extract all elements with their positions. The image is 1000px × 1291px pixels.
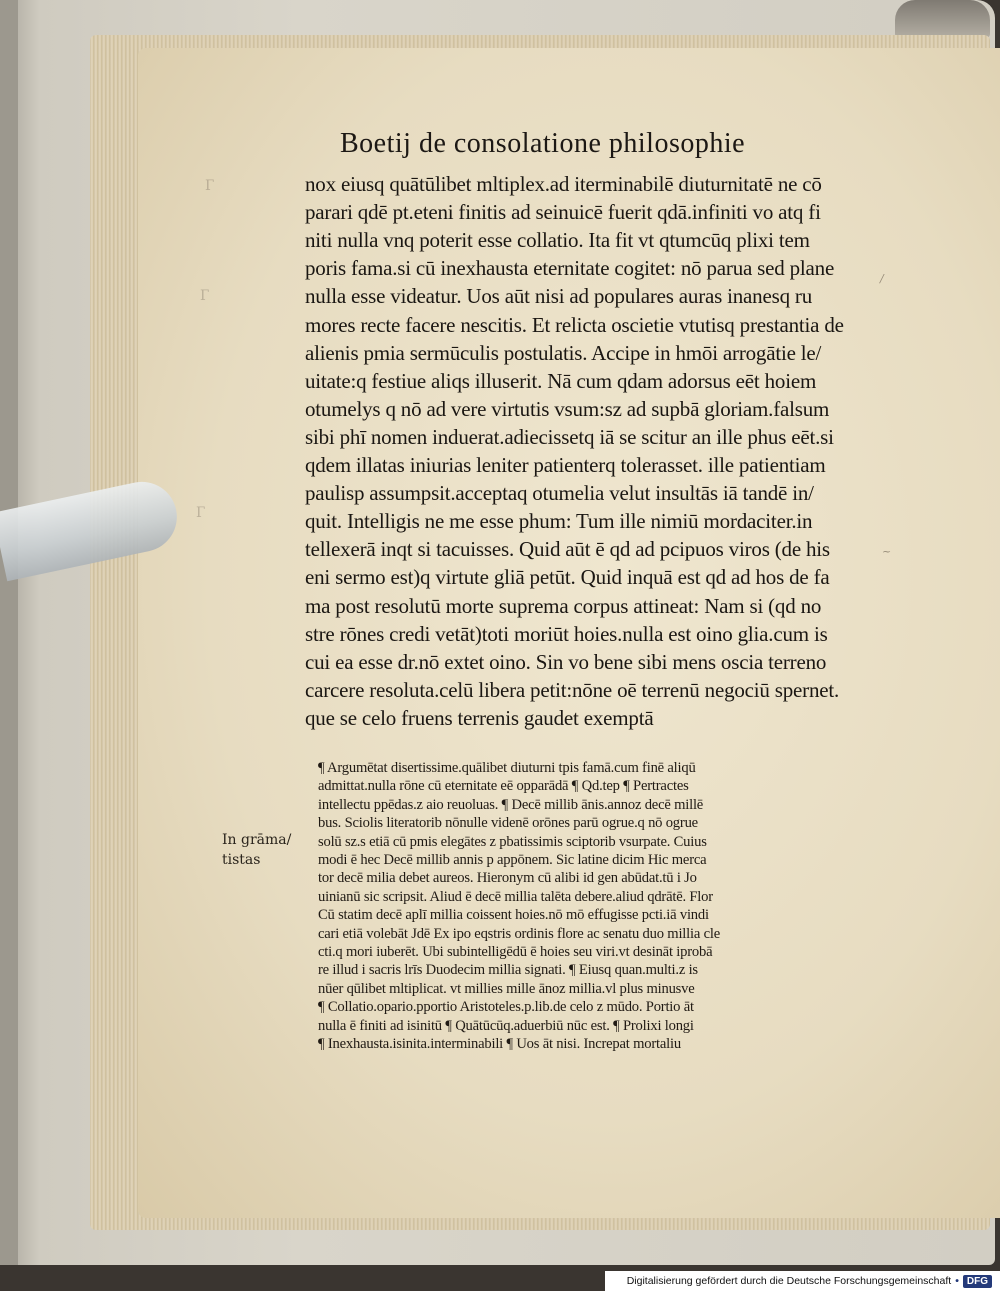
main-text-line: tellexerā inqt si tacuisses. Quid aūt ē qd ad pcipuos viros (de his bbox=[305, 537, 830, 562]
main-text-line: parari qdē pt.eteni finitis ad seinuicē fuerit qdā.infiniti vo atq fi bbox=[305, 200, 821, 225]
main-text-line: nulla esse videatur. Uos aūt nisi ad populares auras inanesq ru bbox=[305, 284, 813, 309]
main-text-line: eni sermo est)q virtute gliā petūt. Quid inquā est qd ad hos de fa bbox=[305, 565, 830, 590]
commentary-line: ¶ Collatio.opario.pportio Aristoteles.p.lib.de celo z mūdo. Portio āt bbox=[318, 999, 694, 1016]
main-text-line: poris fama.si cū inexhausta eternitate cogitet: nō parua sed plane bbox=[305, 256, 835, 281]
commentary-line: nūer qūlibet mltiplicat. vt millies mille ānoz millia.vl plus minusve bbox=[318, 980, 695, 997]
main-text-line: alienis pmia sermūculis postulatis. Accipe in hmōi arrogātie le/ bbox=[305, 340, 822, 365]
commentary-line: bus. Sciolis literatorib nōnulle videnē orōnes parū ogrue.q nō ogrue bbox=[318, 815, 698, 832]
main-text-line: carcere resoluta.celū libera petit:nōne oē terrenū negociū spernet. bbox=[305, 677, 840, 702]
main-text-line: mores recte facere nescitis. Et relicta oscietie vtutisq prestantia de bbox=[305, 312, 844, 337]
commentary-line: uinianū sic scripsit. Aliud ē decē millia talēta debere.aliud qdrātē. Flor bbox=[318, 888, 713, 905]
commentary-line: re illud i sacris lrīs Duodecim millia signati. ¶ Eiusq quan.multi.z is bbox=[318, 962, 698, 979]
footer-text: Digitalisierung gefördert durch die Deutsche Forschungsgemeinschaft bbox=[626, 1275, 952, 1287]
handwritten-annotation: ~ bbox=[882, 545, 892, 558]
main-text-line: otumelys q nō ad vere virtutis vsum:sz ad supbā gloriam.falsum bbox=[305, 396, 830, 421]
cover-edge bbox=[0, 0, 18, 1265]
main-text-line: uitate:q festiue aliqs illuserit. Nā cum qdam adorsus eēt hoiem bbox=[305, 368, 817, 393]
handwritten-annotation: / bbox=[880, 272, 884, 285]
footer-credit bbox=[605, 1271, 1000, 1291]
main-text-line: cui ea esse dr.nō extet oino. Sin vo bene sibi mens oscia terreno bbox=[305, 649, 827, 674]
main-text-line: stre rōnes credi vetāt)toti moriūt hoies.nulla est oino glia.cum is bbox=[305, 621, 828, 646]
commentary-line: Cū statim decē aplī millia coissent hoies.nō mō effugisse pcti.iā vindi bbox=[318, 907, 709, 924]
main-text-line: quit. Intelligis ne me esse phum: Tum ille nimiū mordaciter.in bbox=[305, 509, 813, 534]
commentary-line: intellectu ppēdas.z aio reuoluas. ¶ Decē millib ānis.annoz decē millē bbox=[318, 796, 704, 813]
commentary-line: tor decē milia debet aureos. Hieronym cū alibi id gen abūdat.tū i Jo bbox=[318, 870, 697, 887]
main-text-line: que se celo fruens terrenis gaudet exemptā bbox=[305, 705, 654, 730]
commentary-line: ¶ Argumētat disertissime.quālibet diuturni tpis famā.cum finē aliqū bbox=[318, 760, 696, 776]
running-head: Boetij de consolatione philosophie bbox=[340, 128, 746, 159]
clasp-tab bbox=[895, 0, 990, 38]
main-text-line: sibi phī nomen induerat.adiecissetq iā se scitur an ille phus eēt.si bbox=[305, 424, 834, 449]
show-through-mark: Г bbox=[200, 288, 210, 304]
commentary-line: admittat.nulla rōne cū eternitate eē opparādā ¶ Qd.tep ¶ Pertractes bbox=[318, 778, 689, 795]
dfg-logo: DFG bbox=[963, 1275, 992, 1288]
margin-note-line: tistas bbox=[222, 852, 261, 868]
commentary-line: modi ē hec Decē millib annis p appōnem. Sic latine dicim Hic merca bbox=[318, 852, 707, 868]
footer-separator: • bbox=[955, 1275, 959, 1287]
main-text-line: qdem illatas iniurias leniter patienterq tolerasset. ille patientiam bbox=[305, 453, 826, 477]
margin-note-line: In grāma/ bbox=[222, 832, 292, 848]
commentary-line: solū sz.s etiā cū pmis elegātes z pbatissimis sciptorib vsurpate. Cuius bbox=[318, 833, 707, 850]
main-text-line: ma post resolutū morte suprema corpus attineat: Nam si (qd no bbox=[305, 593, 822, 618]
commentary-line: nulla ē finiti ad isinitū ¶ Quātūcūq.aduerbiū nūc est. ¶ Prolixi longi bbox=[318, 1017, 694, 1034]
main-text-line: nox eiusq quātūlibet mltiplex.ad iterminabilē diuturnitatē ne cō bbox=[305, 172, 822, 196]
commentary-line: ¶ Inexhausta.isinita.interminabili ¶ Uos āt nisi. Increpat mortaliu bbox=[318, 1036, 681, 1052]
main-text-line: niti nulla vnq poterit esse collatio. Ita fit vt qtumcūq plixi tem bbox=[305, 228, 810, 253]
commentary-line: cti.q mori iuberēt. Ubi subintelligēdū ē hoies seu viri.vt desināt iprobā bbox=[318, 944, 713, 960]
commentary-line: cari etiā volebāt Jdē Ex ipo eqstris ordinis flore ac senatu duo millia cle bbox=[318, 925, 721, 942]
main-text-line: paulisp assumpsit.acceptaq otumelia velut insultās iā tandē in/ bbox=[305, 481, 814, 506]
show-through-mark: Г bbox=[196, 505, 206, 521]
show-through-mark: Г bbox=[205, 178, 215, 194]
